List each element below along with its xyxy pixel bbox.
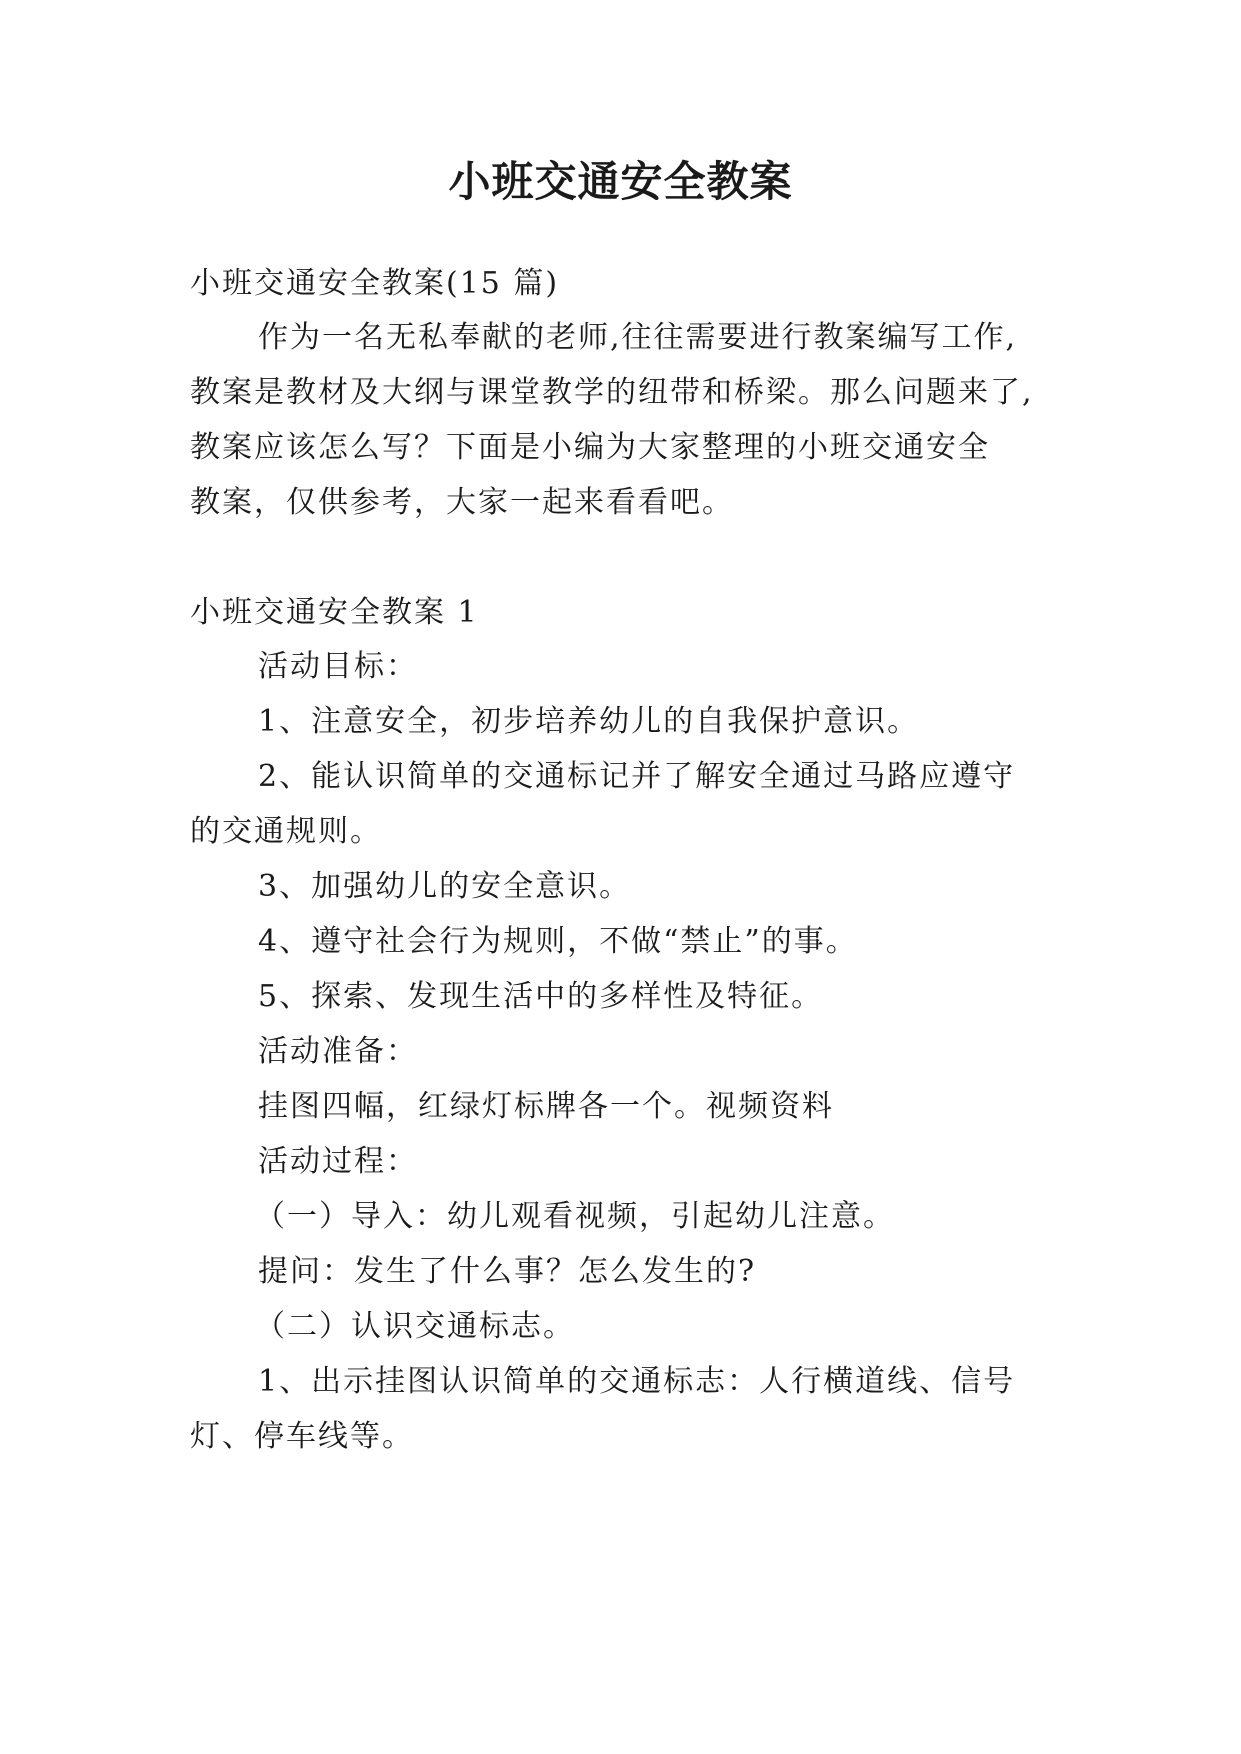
goal-2-line-2: 的交通规则。 (190, 814, 382, 849)
section-heading: 小班交通安全教案 1 (190, 595, 479, 630)
intro-line-1: 作为一名无私奉献的老师,往往需要进行教案编写工作, (258, 320, 1018, 355)
process-step-2-1-line-1: 1、出示挂图认识简单的交通标志：人行横道线、信号 (258, 1364, 1016, 1399)
goal-4: 4、遵守社会行为规则，不做“禁止”的事。 (258, 924, 858, 959)
intro-line-3: 教案应该怎么写？下面是小编为大家整理的小班交通安全 (190, 430, 990, 465)
process-step-2-1-line-2: 灯、停车线等。 (190, 1419, 414, 1454)
goal-3: 3、加强幼儿的安全意识。 (258, 869, 632, 904)
goal-1: 1、注意安全，初步培养幼儿的自我保护意识。 (258, 704, 920, 739)
goal-5: 5、探索、发现生活中的多样性及特征。 (258, 979, 824, 1014)
process-label: 活动过程： (258, 1144, 418, 1179)
prep-text: 挂图四幅，红绿灯标牌各一个。视频资料 (258, 1089, 834, 1124)
prep-label: 活动准备： (258, 1034, 418, 1069)
document-subtitle: 小班交通安全教案(15 篇) (190, 266, 560, 301)
goals-label: 活动目标： (258, 649, 418, 684)
process-step-1: （一）导入：幼儿观看视频，引起幼儿注意。 (255, 1199, 895, 1234)
document-title: 小班交通安全教案 (448, 157, 793, 206)
goal-2-line-1: 2、能认识简单的交通标记并了解安全通过马路应遵守 (258, 759, 1016, 794)
process-step-2: （二）认识交通标志。 (255, 1309, 575, 1344)
intro-line-2: 教案是教材及大纲与课堂教学的纽带和桥梁。那么问题来了, (190, 375, 1034, 410)
intro-line-4: 教案，仅供参考，大家一起来看看吧。 (190, 485, 734, 520)
process-question: 提问：发生了什么事？怎么发生的? (258, 1254, 757, 1289)
